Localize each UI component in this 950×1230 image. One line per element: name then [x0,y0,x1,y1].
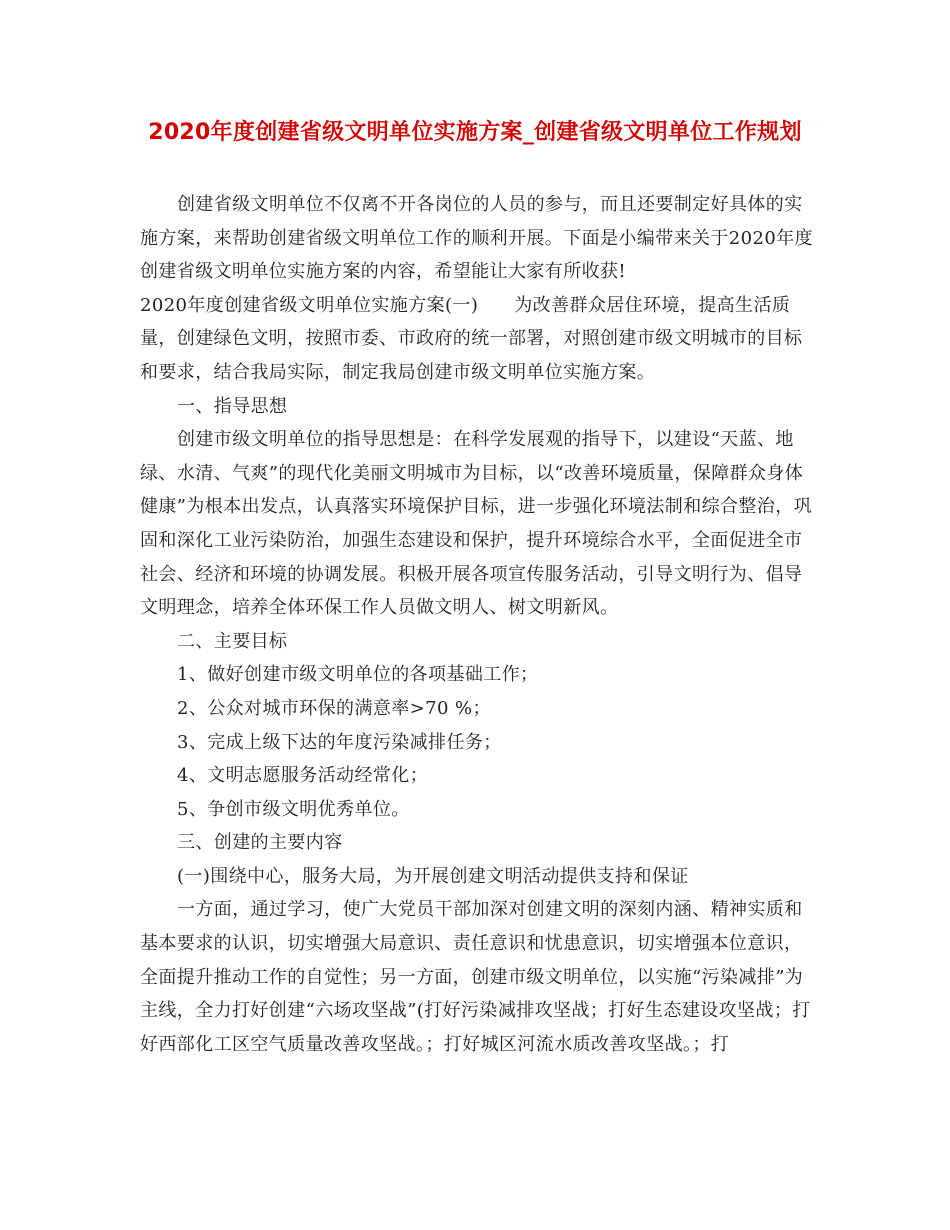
heading-guiding-thought: 一、指导思想 [177,395,288,417]
heading-main-goals: 二、主要目标 [177,630,288,652]
goal-item: 4、文明志愿服务活动经常化； [177,765,429,787]
document-body [140,188,820,1061]
guiding-thought-paragraph: 创建市级文明单位的指导思想是：在科学发展观的指导下，以建设“天蓝、地绿、水清、气爽”的现代化美丽文明城市为目标，以“改善环境质量，保障群众身体健康”为根本出发点，认真落实环境保护目标，进一步强化环境法制和综合整治，巩固和深化工业污染防治，加强生态建设和保护，提升环境综合水平，全面促进全市社会、经济和环境的协调发展。积极开展各项宣传服务活动，引导文明行为、倡导文明理念，培养全体环保工作人员做文明人、树文明新风。 [140,429,812,619]
goal-item: 3、完成上级下达的年度污染减排任务； [177,731,502,753]
goal-item: 5、争创市级文明优秀单位。 [177,798,410,820]
section-paragraph [140,289,820,390]
goal-item: 2、公众对城市环保的满意率>70 %； [177,697,491,719]
section-heading: 2020年度创建省级文明单位实施方案(一) [140,294,479,316]
content-paragraph: 一方面，通过学习，使广大党员干部加深对创建文明的深刻内涵、精神实质和基本要求的认识，切实增强大局意识、责任意识和忧患意识，切实增强本位意识，全面提升推动工作的自觉性；另一方面，创建市级文明单位，以实施“污染减排”为主线，全力打好创建“六场攻坚战”(打好污染减排攻坚战；打好生态建设攻坚战；打好西部化工区空气质量改善攻坚战。；打好城区河流水质改善攻坚战。；打 [140,899,811,1055]
document-title: 2020年度创建省级文明单位实施方案_创建省级文明单位工作规划 [148,120,802,145]
section-lead: 为改善群众居住环境，提高生活质量，创建绿色文明，按照市委、市政府的统一部署，对照创建市级文明城市的目标和要求，结合我局实际，制定我局创建市级文明单位实施方案。 [140,294,803,383]
intro-paragraph: 创建省级文明单位不仅离不开各岗位的人员的参与，而且还要制定好具体的实施方案，来帮助创建省级文明单位工作的顺利开展。下面是小编带来关于2020年度创建省级文明单位实施方案的内容，希望能让大家有所收获! [140,194,814,283]
heading-main-content: 三、创建的主要内容 [177,832,343,854]
subheading-content: (一)围绕中心，服务大局，为开展创建文明活动提供支持和保证 [177,865,689,887]
goal-item: 1、做好创建市级文明单位的各项基础工作； [177,664,539,686]
